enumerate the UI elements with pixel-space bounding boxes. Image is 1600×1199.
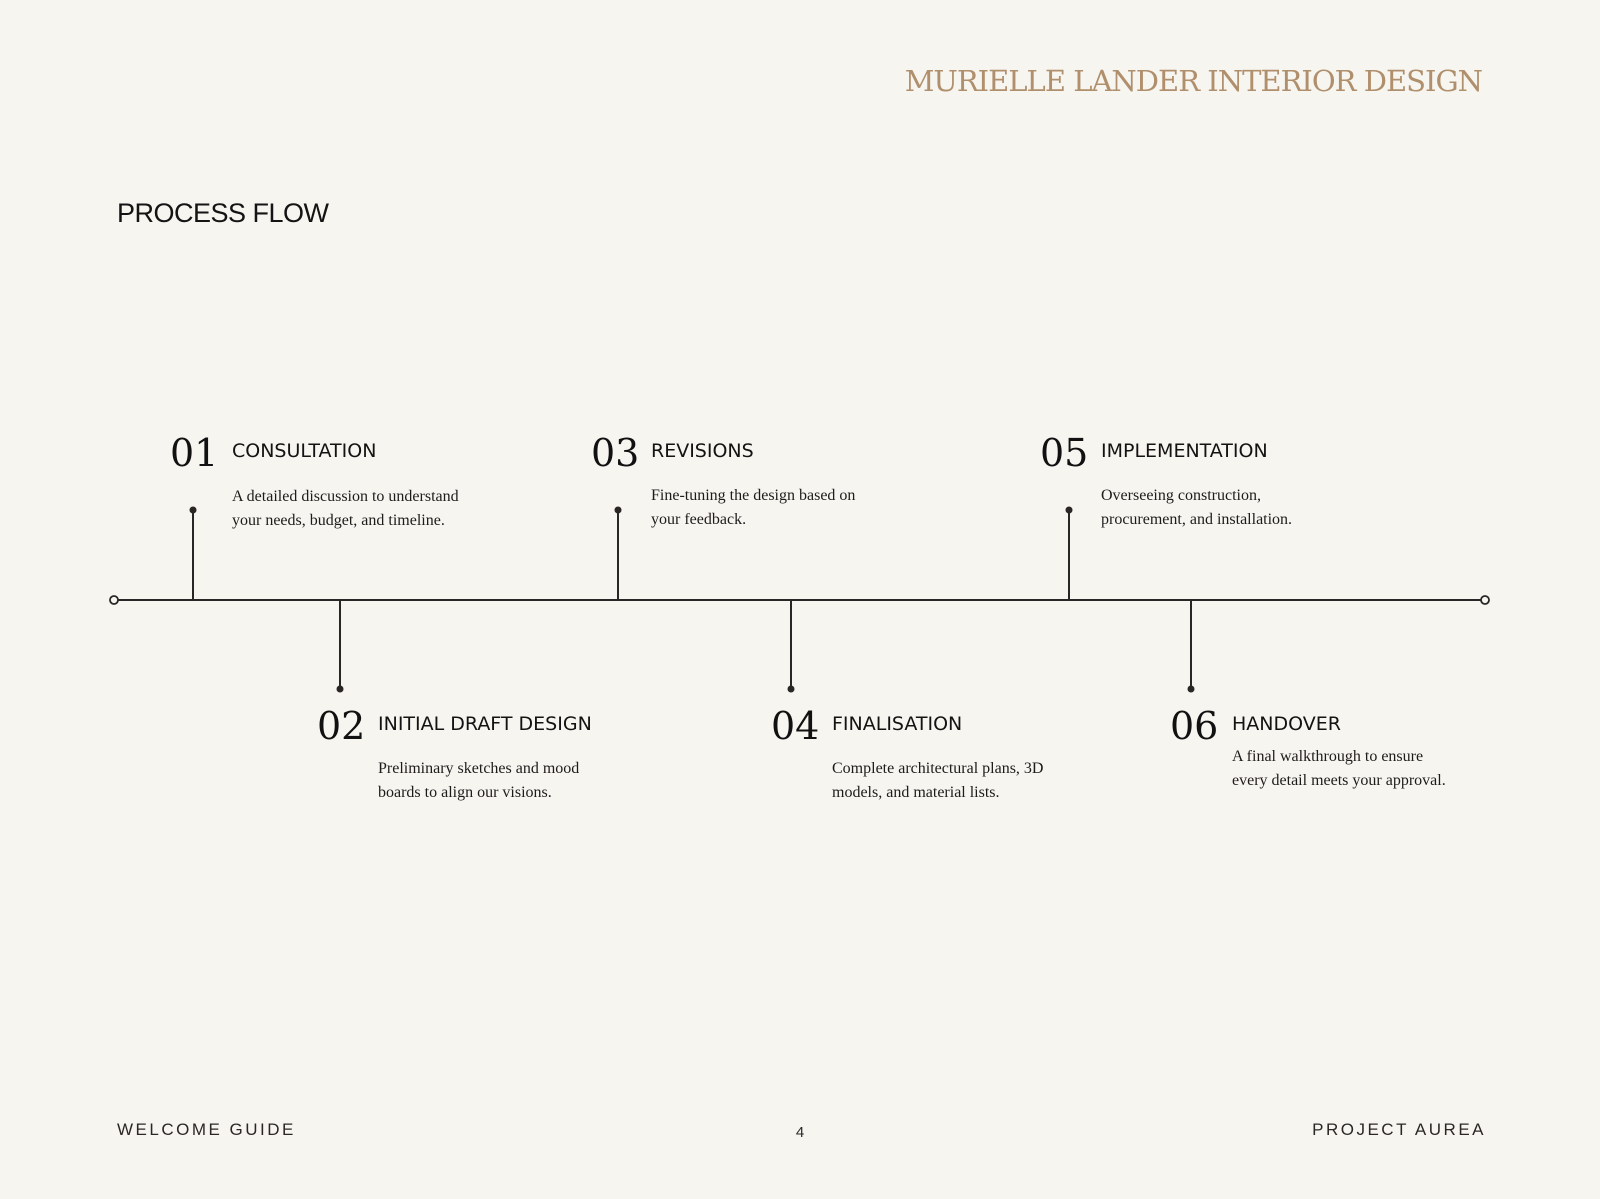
connector-05 [1066,507,1073,601]
step-description: Fine-tuning the design based on your feedback. [651,487,856,528]
step-number: 04 [771,704,820,748]
page-number: 4 [795,1124,805,1141]
connector-04 [788,600,795,693]
connector-06 [1188,600,1195,693]
page-title: PROCESS FLOW [117,198,329,228]
timeline-start-node [110,596,118,604]
step-title: HANDOVER [1232,713,1341,735]
step-number: 06 [1170,704,1219,748]
step-description: A detailed discussion to understand your needs, budget, and timeline. [232,488,459,529]
step-number: 01 [170,431,219,475]
step-title: INITIAL DRAFT DESIGN [378,713,592,735]
footer-guide-label: WELCOME GUIDE [117,1120,296,1139]
step-title: REVISIONS [651,440,754,462]
connector-03 [615,507,622,601]
step-description: Complete architectural plans, 3D models, and material lists. [832,760,1044,801]
timeline-end-node [1481,596,1489,604]
step-title: IMPLEMENTATION [1101,440,1268,462]
step-title: CONSULTATION [232,440,377,462]
connector-02 [337,600,344,693]
step-number: 03 [591,431,640,475]
step-description: Overseeing construction, procurement, and installation. [1101,487,1293,528]
footer-project-label: PROJECT AUREA [1312,1120,1486,1139]
step-description: Preliminary sketches and mood boards to align our visions. [378,760,580,801]
step-title: FINALISATION [832,713,963,735]
step-number: 02 [317,704,366,748]
brand-name: MURIELLE LANDER INTERIOR DESIGN [904,64,1482,98]
step-number: 05 [1040,431,1089,475]
step-description: A final walkthrough to ensure every detail meets your approval. [1232,748,1446,789]
connector-01 [190,507,197,601]
